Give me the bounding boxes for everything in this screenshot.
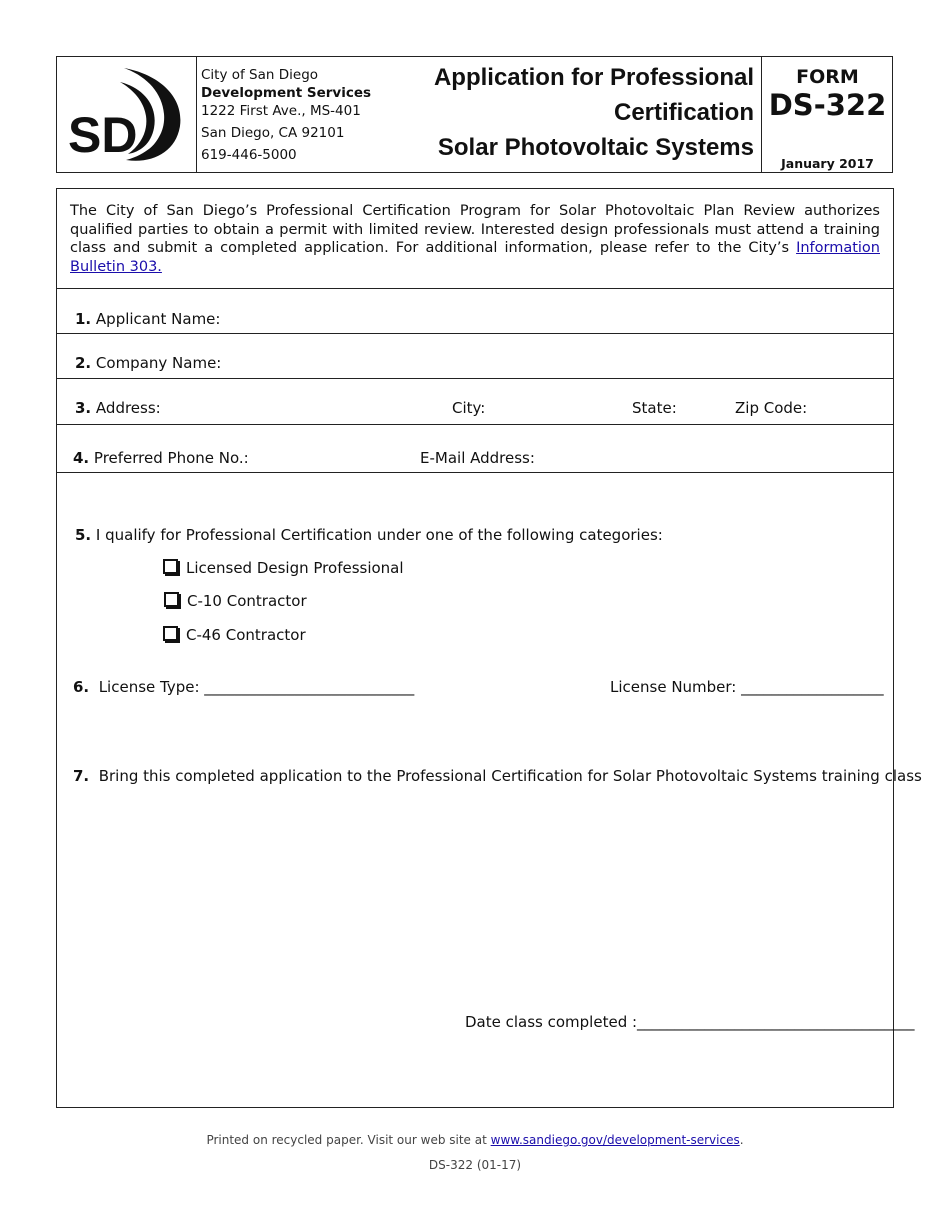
city-field[interactable]: City: [452, 399, 486, 417]
intro-text: The City of San Diego’s Professional Certification Program for Solar Photovoltaic Plan Review authorizes qualified parties to obtain a permit with limited review. Interested design professionals must attend a training class and submit a completed application. For additional information, please refer to the City’s [70, 203, 880, 256]
license-type-field[interactable] [73, 678, 414, 696]
divider [56, 472, 894, 473]
license-number-field[interactable]: License Number: ___________________ [610, 678, 884, 696]
divider [56, 378, 894, 379]
footer-period: . [739, 1133, 744, 1147]
website-link[interactable]: www.sandiego.gov/development-services [490, 1133, 740, 1147]
form-title-line3: Solar Photovoltaic Systems [437, 134, 754, 161]
org-street: 1222 First Ave., MS-401 [201, 103, 361, 119]
city-logo [66, 66, 186, 164]
field-number: 5. [75, 526, 92, 544]
divider [56, 288, 894, 289]
divider [56, 333, 894, 334]
org-city-state-zip: San Diego, CA 92101 [201, 125, 345, 141]
option-label: C-46 Contractor [186, 626, 306, 644]
option-licensed-design-professional[interactable] [163, 559, 404, 577]
field-number: 1. [75, 310, 92, 328]
phone-field[interactable] [73, 449, 249, 467]
address-field[interactable] [75, 399, 161, 417]
footer-printed-text: Printed on recycled paper. Visit our web site at [206, 1133, 491, 1147]
divider [56, 424, 894, 425]
org-city: City of San Diego [201, 67, 319, 83]
footer-note [0, 1133, 950, 1147]
header-divider [196, 56, 197, 173]
checkbox-icon[interactable] [163, 559, 178, 574]
information-bulletin-link[interactable]: Information Bulletin 303. [70, 240, 880, 275]
company-name-field[interactable] [75, 354, 221, 372]
field-number: 6. [73, 678, 90, 696]
field-number: 2. [75, 354, 92, 372]
option-label: C-10 Contractor [187, 592, 307, 610]
option-c46-contractor[interactable] [163, 626, 306, 644]
checkbox-icon[interactable] [164, 592, 179, 607]
address-label: Address: [95, 399, 161, 417]
checkbox-icon[interactable] [163, 626, 178, 641]
org-phone: 619-446-5000 [201, 147, 297, 163]
zip-code-field[interactable]: Zip Code: [735, 399, 808, 417]
logo-text: SD [68, 107, 138, 163]
form-title-line2: Certification [613, 99, 754, 126]
qualify-text: I qualify for Professional Certification under one of the following categories: [95, 526, 663, 544]
applicant-name-label: Applicant Name: [95, 310, 221, 328]
date-class-completed-field[interactable]: Date class completed :_____________________________________ [465, 1013, 915, 1031]
training-instruction [73, 767, 922, 785]
org-department: Development Services [201, 85, 372, 101]
qualify-statement [75, 526, 663, 544]
field-number: 3. [75, 399, 92, 417]
license-type-label: License Type: ____________________________ [98, 678, 415, 696]
field-number: 4. [73, 449, 90, 467]
phone-label: Preferred Phone No.: [93, 449, 249, 467]
footer-form-code: DS-322 (01-17) [428, 1158, 522, 1172]
form-date: January 2017 [781, 156, 874, 171]
intro-paragraph [70, 202, 880, 276]
field-number: 7. [73, 767, 90, 785]
email-field[interactable]: E-Mail Address: [420, 449, 535, 467]
form-label: FORM [796, 66, 859, 88]
form-title-line1: Application for Professional [433, 64, 754, 91]
option-c10-contractor[interactable] [164, 592, 307, 610]
company-name-label: Company Name: [95, 354, 222, 372]
state-field[interactable]: State: [632, 399, 677, 417]
sd-logo-mark [66, 66, 186, 164]
applicant-name-field[interactable] [75, 310, 220, 328]
option-label: Licensed Design Professional [186, 559, 404, 577]
form-number: DS-322 [768, 88, 887, 122]
training-text: Bring this completed application to the Professional Certification for Solar Photovoltaic Systems training class [98, 767, 922, 785]
